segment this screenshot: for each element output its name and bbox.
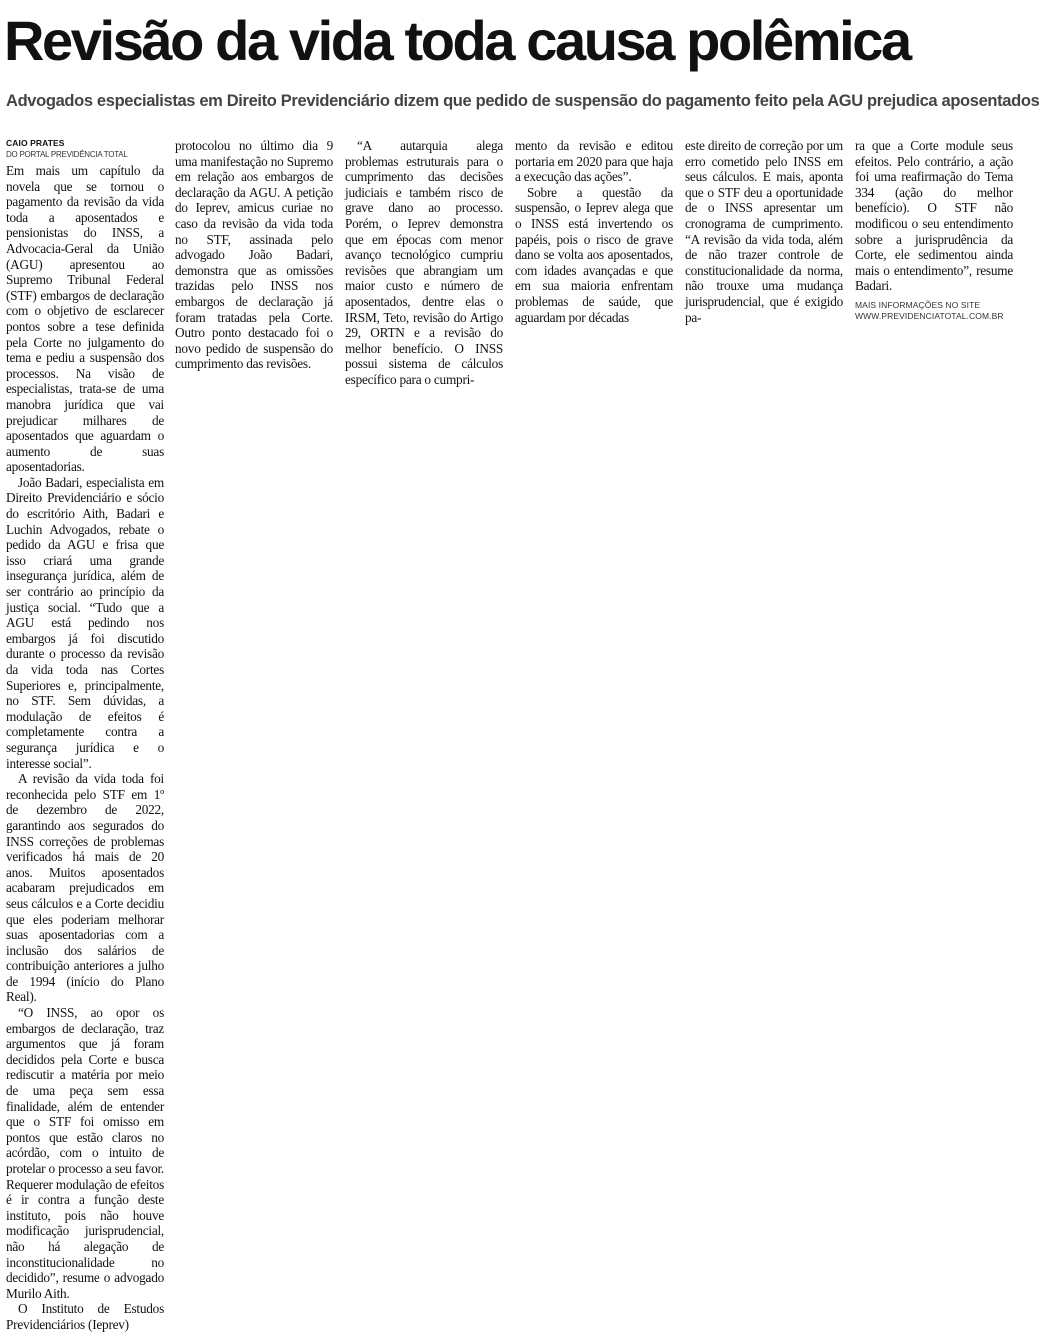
paragraph: João Badari, especialista em Direito Previdenciário e sócio do escritório Aith, Badari e Luchin Advogados, rebate o pedido da AGU e frisa que isso criará uma grande insegurança jurídica, além de ser contrário ao princípio da justiça social. “Tudo que a AGU está pedindo nos embargos já foi discutido durante o processo da revisão da vida toda nas Cortes Superiores e, principalmente, no STF. Sem dúvidas, a modulação de efeitos é completamente contra a segurança jurídica e o interesse social”.	[6, 474, 164, 771]
paragraph: O Instituto de Estudos Previdenciários (Ieprev)	[6, 1301, 164, 1332]
article-column-3	[345, 138, 503, 388]
article-column-6	[855, 138, 1013, 322]
subheadline: Advogados especialistas em Direito Previdenciário dizem que pedido de suspensão do pagamento feito pela AGU prejudica aposentados	[6, 92, 1039, 110]
article-column-5	[685, 138, 843, 325]
paragraph: “O INSS, ao opor os embargos de declaração, traz argumentos que já foram decididos pela Corte e busca rediscutir a matéria por meio de uma peça sem essa finalidade, além de entender que o STF foi omisso em pontos que estão claros no acórdão, com o intuito de protelar o processo a seu favor. Requerer modulação de efeitos é ir contra a função deste instituto, pois não houve modificação jurisprudencial, não há alegação de inconstitucionalidade no decidido”, resume o advogado Murilo Aith.	[6, 1005, 164, 1301]
paragraph: Sobre a questão da suspensão, o Ieprev alega que o INSS está invertendo os papéis, pois o risco de grave dano se volta aos aposentados, com idades avançadas e que em sua maioria enfrentam problemas de saúde, que aguardam por décadas	[515, 184, 673, 325]
more-info-label: MAIS INFORMAÇÕES NO SITE	[855, 299, 981, 310]
paragraph: “A autarquia alega problemas estruturais para o cumprimento das decisões judiciais e também risco de grave dano ao processo. Porém, o Ieprev demonstra que em épocas com menor avanço tecnológico cumpriu revisões que abrangiam um maior custo e número de aposentados, dentre elas o IRSM, Teto, revisão do Artigo 29, ORTN e a revisão do melhor benefício. O INSS possui sistema de cálculos específico para o cumpri-	[345, 138, 503, 387]
article-column-4	[515, 138, 673, 325]
article-column-1	[6, 137, 164, 1333]
paragraph: A revisão da vida toda foi reconhecida pelo STF em 1º de dezembro de 2022, garantindo aos segurados do INSS correções de problemas verificados há mais de 20 anos. Muitos aposentados acabaram prejudicados em seus cálculos e a Corte decidiu que eles poderiam melhorar suas aposentadorias com a inclusão dos salários de contribuição anteriores a julho de 1994 (início do Plano Real).	[6, 771, 164, 1005]
paragraph: protocolou no último dia 9 uma manifestação no Supremo em relação aos embargos de declaração da AGU. A petição do Ieprev, amicus curiae no caso da revisão da vida toda no STF, assinada pelo advogado João Badari, demonstra que as omissões trazidas pelo INSS nos embargos de declaração já foram tratadas pela Corte. Outro ponto destacado foi o novo pedido de suspensão do cumprimento das revisões.	[175, 138, 333, 372]
paragraph: ra que a Corte module seus efeitos. Pelo contrário, a ação foi uma reafirmação do Tema 334 (ação do melhor benefício). O STF não modificou o seu entendimento sobre a jurisprudência da Corte, ele sedimentou ainda mais o entendimento”, resume Badari.	[855, 138, 1013, 294]
website-link[interactable]: WWW.PREVIDENCIATOTAL.COM.BR	[855, 310, 1004, 321]
headline: Revisão da vida toda causa polêmica	[4, 9, 910, 72]
article-column-2	[175, 138, 333, 372]
more-info-note	[855, 300, 1013, 322]
paragraph: mento da revisão e editou portaria em 2020 para que haja a execução das ações”.	[515, 138, 673, 185]
byline-source: DO PORTAL PREVIDÊNCIA TOTAL	[6, 150, 128, 159]
byline-author: CAIO PRATES	[6, 138, 65, 148]
paragraph: Em mais um capítulo da novela que se tornou o pagamento da revisão da vida toda a aposentados e pensionistas do INSS, a Advocacia-Geral da União (AGU) apresentou ao Supremo Tribunal Federal (STF) embargos de declaração com o objetivo de esclarecer pontos sobre a tese definida pela Corte no julgamento do tema e pediu a suspensão dos processos. Na visão de especialistas, trata-se de uma manobra jurídica que vai prejudicar milhares de aposentados que aguardam o aumento de suas aposentadorias.	[6, 163, 164, 475]
paragraph: este direito de correção por um erro cometido pelo INSS em seus cálculos. E mais, aponta que o STF deu a oportunidade de o INSS apresentar um cronograma de cumprimento. “A revisão da vida toda, além de não trazer controle de constitucionalidade da norma, não trouxe uma mudança jurisprudencial, que é exigido pa-	[685, 138, 843, 325]
